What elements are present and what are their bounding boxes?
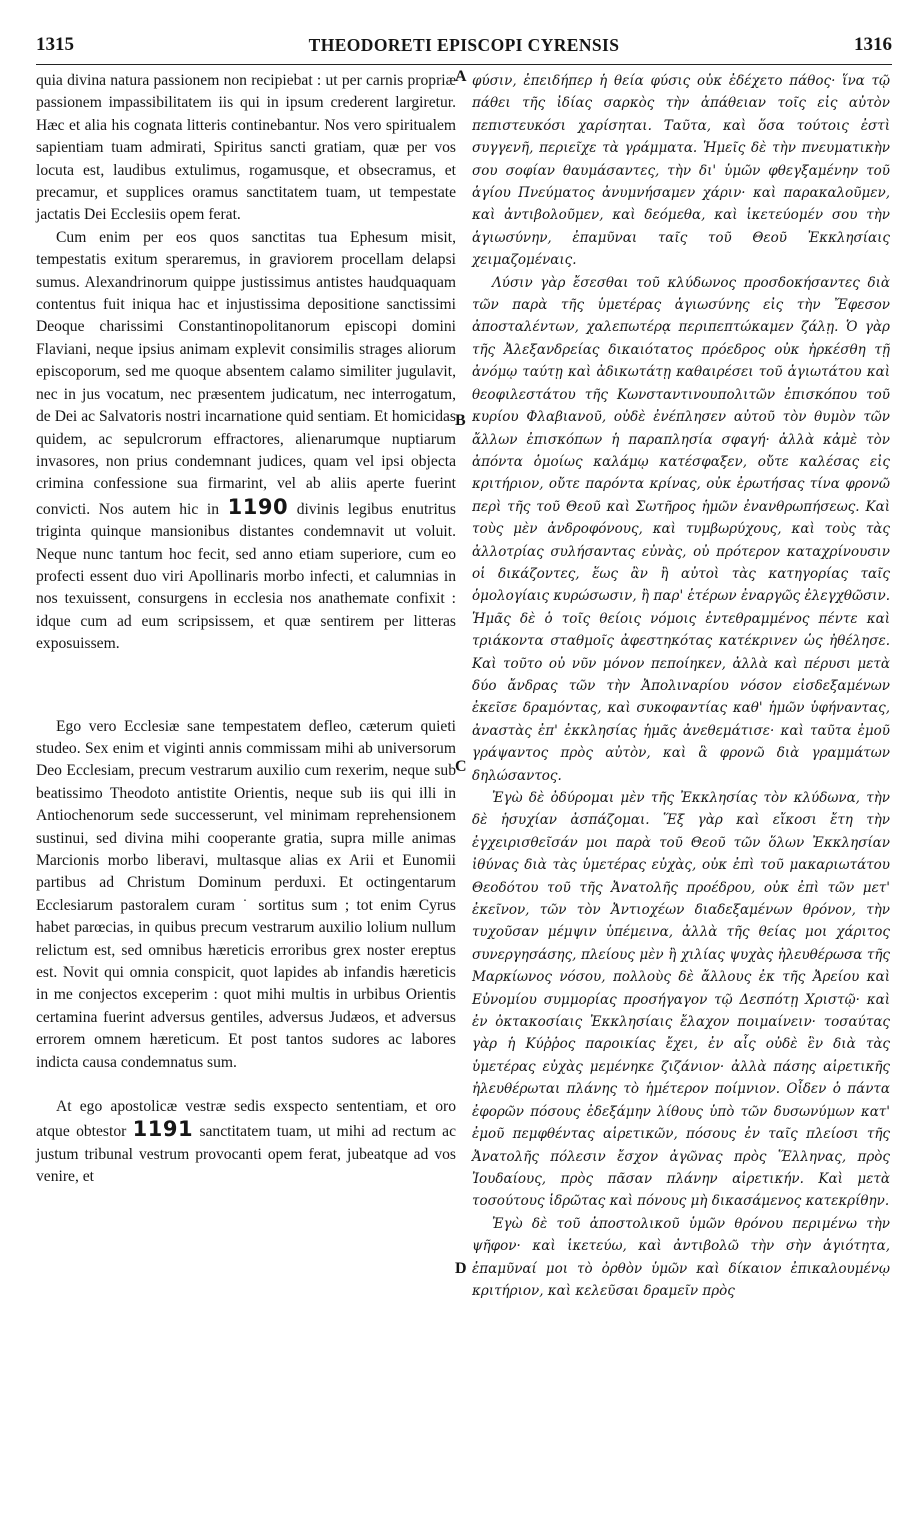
- greek-paragraph-1: φύσιν, ἐπειδήπερ ἡ θεία φύσις οὐκ ἐδέχετο πάθος· ἵνα τῷ πάθει τῆς ἰδίας σαρκὸς τὴν ἀπάθειαν τοῖς εἰς αὐτὸν πεπιστευκόσι χαρίσηται. Ταῦτα, καὶ ὅσα τούτοις ἐστὶ συγγενῆ, περιεῖχε τὰ γράμματα. Ἡμεῖς δὲ τὴν πνευματικὴν σου σοφίαν θαυμάσαντες, τὴν δι' ὑμῶν φθεγξαμένην τοῦ ἁγίου Πνεύματος ἀνυμνήσαμεν χάριν· καὶ παρακαλοῦμεν, καὶ ἀντιβολοῦμεν, καὶ δεόμεθα, καὶ ἱκετεύομέν σου τὴν ἁγιωσύνην, ἐπαμῦναι ταῖς τοῦ Θεοῦ Ἐκκλησίαις χειμαζομέναις.: [472, 73, 890, 269]
- latin-column: [36, 70, 456, 1189]
- running-title: THEODORETI EPISCOPI CYRENSIS: [308, 35, 620, 55]
- latin-paragraph-4-end: sanctitatem tuam, ut mihi ad rectum ac justum tribunal vestrum provocanti opem ferat, jubeatque ad vos venire, et: [36, 1123, 457, 1186]
- latin-paragraph-2-end: divinis legibus enutritus triginta quinque mansionibus distantes condemnavit ut voluit. Neque nunc tantum hoc fecit, sed anno etiam superiore, cum eo profecti essent duo viri Apollinaris morbo infecti, et calumnias in nos texuissent, consurgens in ecclesia nos anathemate confixit : idque cum ad eum scripsissem, et quæ sentirem per litteras exposuissem.: [36, 500, 457, 653]
- latin-paragraph-4-start: At ego apostolicæ vestræ sedis exspecto sententiam, et oro atque obtestor: [36, 1098, 456, 1141]
- section-marker-d: D: [455, 1260, 467, 1277]
- column-number-1191: 1191: [132, 1117, 194, 1142]
- section-marker-c: C: [455, 758, 467, 775]
- section-marker-b: B: [455, 412, 466, 429]
- greek-paragraph-4: Ἐγὼ δὲ τοῦ ἀποστολικοῦ ὑμῶν θρόνου περιμένω τὴν ψῆφον· καὶ ἱκετεύω, καὶ ἀντιβολῶ τὴν σὴν ἁγιότητα, ἐπαμῦναί μοι τὸ ὀρθὸν ὑμῶν καὶ δίκαιον ἐπικαλουμένῳ κριτήριον, καὶ κελεῦσαι δραμεῖν πρὸς: [472, 1215, 890, 1299]
- greek-column: [472, 70, 890, 1302]
- latin-paragraph-2: [36, 227, 456, 656]
- section-marker-a: A: [455, 68, 467, 85]
- page-number-right: 1316: [854, 34, 892, 55]
- column-number-1190: 1190: [227, 494, 289, 519]
- latin-paragraph-3: Ego vero Ecclesiæ sane tempestatem defleo, cæterum quieti studeo. Sex enim et viginti annis commissam mihi ab universorum Deo Ecclesiam, precum vestrarum auxilio cum rexerim, neque sub beatissimo Theodoto antistite Orientis, neque sub iis qui illi in Antiochenorum sede successerunt, vel minimam reprehensionem sustinui, sed divina mihi cooperante gratia, supra mille animas Marcionis morbo liberavi, multasque alias ex Arii et Eunomii partibus ad Christum Dominum perduxi. Et octingentarum Ecclesiarum pastoralem curam ˙ sortitus sum ; tot enim Cyrus habet parœcias, in quibus precum vestrarum auxilio lolium nullum relictum est, sed omnibus hæreticis erroribus grex noster ereptus est. Novit qui omnia conspicit, quot lapides ab infandis hæreticis in me conjectos exceperim : quot mihi multis in urbibus Orientis certamina fuerint adversus gentiles, adversus Judæos, et adversus errorem omnem hæreticum. Et post tantos sudores ac labores indicta causa condemnatus sum.: [36, 717, 456, 1071]
- page-number-left: 1315: [36, 34, 74, 55]
- latin-paragraph-1: quia divina natura passionem non recipiebat : ut per carnis propriæ passionem impassibilitatem iis qui in ipsum crederent largiretur. Hæc et alia his cognata litteris continebantur. Nos vero spiritualem sapientiam tuam admirati, Spiritus sancti gratiam, quæ per vos locuta est, laudibus extulimus, rogamusque, et obsecramus, et precamur, et supplices oramus sanctitatem tuam, ut tempestate jactatis Dei Ecclesiis opem ferat.: [36, 72, 456, 224]
- latin-paragraph-4: [36, 1096, 456, 1189]
- latin-paragraph-2-start: Cum enim per eos quos sanctitas tua Ephesum misit, tempestatis exitum speraremus, in graviorem procellam delapsi sumus. Alexandrinorum quippe justissimus antistes haudquaquam contentus fuit iniqua hac et injustissima depositione sanctissimi Deoque charissimi Constantinopolitanorum episcopi domini Flaviani, neque ipsius animam explevit consimilis strages aliorum episcoporum, sed me quoque absentem calamo similiter jugulavit, nec in jus vocatum, nec præsentem judicatum, nec interrogatum, de Dei ac Salvatoris nostri incarnatione quid sentiam. Et homicidas quidem, ac sepulcrorum effractores, alienarumque nuptiarum invasores, non prius condemnant judices, quam vel ipsi objecta crimina confessione sua firmarint, vel ab aliis aperte fuerint convicti. Nos autem hic in: [36, 228, 456, 518]
- running-header: [36, 28, 892, 65]
- greek-paragraph-2: Λύσιν γὰρ ἔσεσθαι τοῦ κλύδωνος προσδοκήσαντες διὰ τῶν παρὰ τῆς ὑμετέρας ἁγιωσύνης εἰς τὴν Ἔφεσον ἀποσταλέντων, χαλεπωτέρᾳ περιπεπτώκαμεν ζάλῃ. Ὁ γὰρ τῆς Ἀλεξανδρείας δικαιότατος πρόεδρος οὐκ ἠρκέσθη τῇ ἀνόμῳ ταύτῃ καὶ ἀδικωτάτῃ καθαιρέσει τοῦ ἁγιωτάτου καὶ θεοφιλεστάτου τῆς Κωνσταντινουπολιτῶν ἐπισκόπου τοῦ κυρίου Φλαβιανοῦ, οὐδὲ ἐνέπλησεν αὐτοῦ τὸν θυμὸν τῶν ἄλλων ἐπισκόπων ἡ παραπλησία σφαγή· ἀλλὰ κἀμὲ τὸν ἀπόντα ὁμοίως καλάμῳ κατέσφαξεν, οὔτε καλέσας εἰς κριτήριον, οὔτε παρόντα κρίνας, οὐκ ἐρωτήσας τίνα φρονῶ περὶ τῆς τοῦ Θεοῦ καὶ Σωτῆρος ἡμῶν ἐνανθρωπήσεως. Καὶ τοὺς μὲν ἀνδροφόνους, καὶ τυμβωρύχους, καὶ τοὺς τὰς ἀλλοτρίας συλήσαντας εὐνὰς, οὐ πρότερον καταχρίνουσιν οἱ δικάζοντες, ἕως ἂν ἢ αὐτοὶ τὰς κατηγορίας ταῖς ὁμολογίαις κυρώσωσιν, ἢ παρ' ἑτέρων ἐναργῶς ἐλεγχθῶσιν. Ἡμᾶς δὲ ὁ τοῖς θείοις νόμοις ἐντεθραμμένος πέντε καὶ τριάκοντα σταθμοῖς ἀφεστηκότας κατέκρινεν ὡς ἠθέλησε. Καὶ τοῦτο οὐ νῦν μόνον πεποίηκεν, ἀλλὰ καὶ πέρυσι μετὰ δύο ἄνδρας τῶν τὴν Ἀπολιναρίου νόσον εἰσδεξαμένων ἐκεῖσε δραμόντας, καὶ συκοφαντίας καθ' ἡμῶν ὑφήναντας, ἀναστὰς ἐπ' ἐκκλησίας ἡμᾶς ἀνεθεμάτισε· καὶ ταῦτα ἐμοῦ γράψαντος πρὸς αὐτὸν, καὶ ἃ φρονῶ διὰ γραμμάτων δηλώσαντος.: [472, 274, 890, 784]
- greek-paragraph-3: Ἐγὼ δὲ ὀδύρομαι μὲν τῆς Ἐκκλησίας τὸν κλύδωνα, τὴν δὲ ἡσυχίαν ἀσπάζομαι. Ἕξ γὰρ καὶ εἴκοσι ἔτη τὴν ἐγχειρισθεῖσάν μοι παρὰ τοῦ Θεοῦ τῶν ὅλων Ἐκκλησίαν ἰθύνας διὰ τὰς ὑμετέρας εὐχὰς, οὐκ ἐπὶ τοῦ μακαριωτάτου Θεοδότου τοῦ τῆς Ἀνατολῆς προέδρου, οὐκ ἐπὶ τῶν μετ' ἐκεῖνον, τῶν τὸν Ἀντιοχέων διαδεξαμένων θρόνον, τὴν τυχοῦσαν μέμψιν ὑπέμεινα, ἀλλὰ τῆς θείας μοι χάριτος συνεργησάσης, πλείους μὲν ἢ χιλίας ψυχὰς ἠλευθέρωσα τῆς Μαρκίωνος νόσου, πολλοὺς δὲ ἄλλους ἐκ τῆς Ἀρείου καὶ Εὐνομίου συμμορίας προσήγαγον τῷ Δεσπότῃ Χριστῷ· καὶ ἐν ὀκτακοσίαις Ἐκκλησίαις ἔλαχον ποιμαίνειν· τοσαύτας γὰρ ἡ Κύῤῥος παροικίας ἔχει, ἐν αἷς οὐδὲ ἓν διὰ τὰς ὑμετέρας εὐχὰς μεμένηκε ζιζάνιον· ἀλλὰ πάσης αἱρετικῆς ἠλευθέρωται πλάνης τὸ ἡμέτερον ποίμνιον. Οἶδεν ὁ πάντα ἐφορῶν πόσους ἐδεξάμην λίθους ὑπὸ τῶν δυσωνύμων κατ' ἐμοῦ πεμφθέντας αἱρετικῶν, πόσους ἐν ταῖς πλείοσι τῆς Ἀνατολῆς πόλεσιν ἔσχον ἀγῶνας πρὸς Ἕλληνας, πρὸς Ἰουδαίους, πρὸς πᾶσαν πλάνην αἱρετικήν. Καὶ μετὰ τοσούτους ἱδρῶτας καὶ πόνους μὴ δικασάμενος κατεκρίθην.: [472, 790, 890, 1210]
